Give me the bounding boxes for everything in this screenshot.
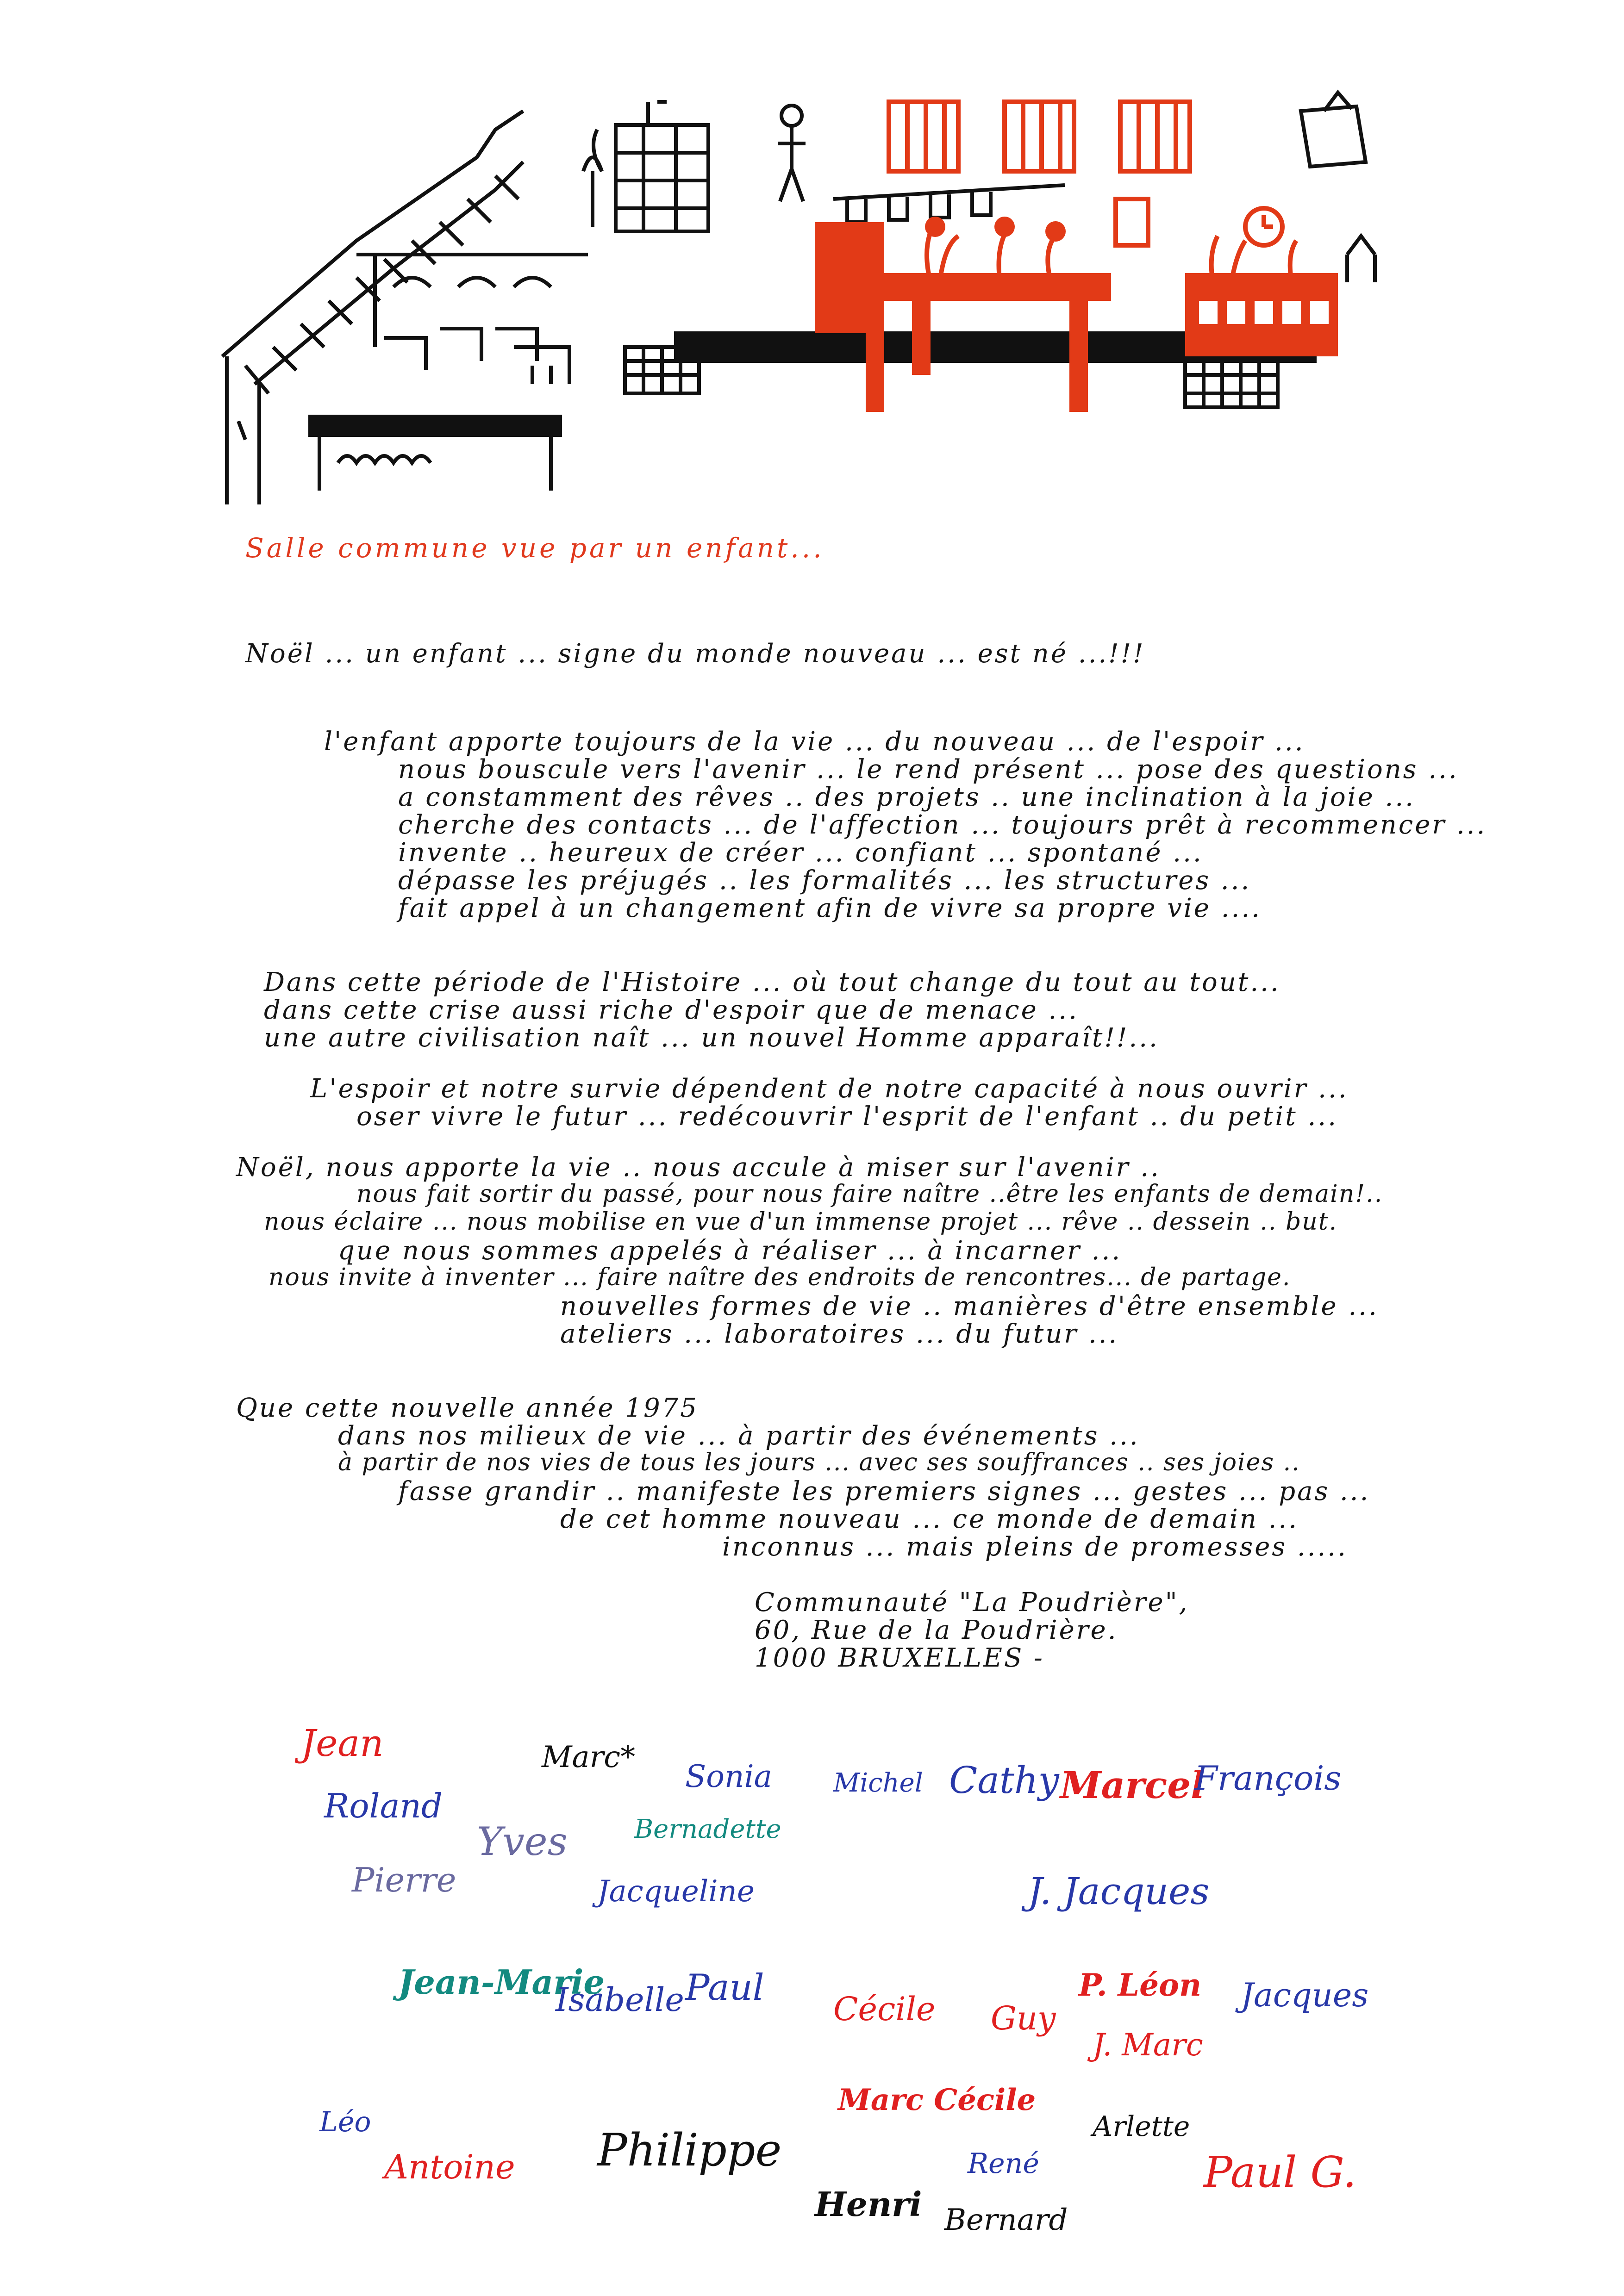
block5-line: inconnus ... mais pleins de promesses ..... xyxy=(722,1532,1348,1562)
block4-line: que nous sommes appelés à réaliser ... à incarner ... xyxy=(338,1236,1122,1266)
signature: Arlette xyxy=(1093,2110,1190,2143)
signature: Bernadette xyxy=(634,1814,781,1844)
signature: Jean xyxy=(301,1722,384,1765)
signature: J. Jacques xyxy=(1028,1870,1210,1913)
block5-line: fasse grandir .. manifeste les premiers signes ... gestes ... pas ... xyxy=(398,1476,1370,1506)
address-line: 1000 BRUXELLES - xyxy=(755,1643,1044,1673)
block1-line: invente .. heureux de créer ... confiant ... spontané ... xyxy=(398,838,1203,868)
block5-line: Que cette nouvelle année 1975 xyxy=(236,1393,699,1423)
child-drawing xyxy=(218,88,1384,504)
signature: Sonia xyxy=(685,1759,772,1794)
block4-line: nous invite à inventer ... faire naître des endroits de rencontres... de partage. xyxy=(269,1263,1291,1291)
block5-line: dans nos milieux de vie ... à partir des événements ... xyxy=(338,1421,1140,1451)
signature: J. Marc xyxy=(1093,2027,1203,2063)
signature: Michel xyxy=(833,1768,923,1798)
block4-line: nous fait sortir du passé, pour nous faire naître ..être les enfants de demain!.. xyxy=(356,1180,1383,1208)
signature: François xyxy=(1194,1759,1342,1798)
signature: Philippe xyxy=(597,2124,782,2176)
address-line: 60, Rue de la Poudrière. xyxy=(755,1615,1118,1645)
signature: Marc* xyxy=(542,1740,636,1774)
block4-line: ateliers ... laboratoires ... du futur ... xyxy=(560,1319,1119,1349)
signature: Isabelle xyxy=(556,1981,684,2019)
block4-line: Noël, nous apporte la vie .. nous accule à miser sur l'avenir .. xyxy=(236,1152,1161,1182)
signature: Cécile xyxy=(833,1990,936,2028)
block4-line: nous éclaire ... nous mobilise en vue d'un immense projet ... rêve .. dessein .. but. xyxy=(264,1208,1338,1236)
block3-line: L'espoir et notre survie dépendent de notre capacité à nous ouvrir ... xyxy=(310,1074,1349,1104)
signature: Jean-Marie xyxy=(398,1962,605,2002)
signature: Antoine xyxy=(384,2147,515,2186)
block2-line: dans cette crise aussi riche d'espoir que de menace ... xyxy=(264,995,1079,1025)
signature: Bernard xyxy=(944,2203,1068,2237)
signature: Pierre xyxy=(352,1860,456,1899)
block5-line: de cet homme nouveau ... ce monde de demain ... xyxy=(560,1504,1299,1534)
signature: Marc Cécile xyxy=(838,2083,1036,2117)
signature: P. Léon xyxy=(1079,1967,1202,2003)
block1-line: cherche des contacts ... de l'affection ... toujours prêt à recommencer ... xyxy=(398,810,1487,840)
signature: Jacques xyxy=(1241,1976,1369,2014)
drawing-caption: Salle commune vue par un enfant... xyxy=(245,532,824,564)
block3-line: oser vivre le futur ... redécouvrir l'esprit de l'enfant .. du petit ... xyxy=(356,1101,1338,1132)
block1-line: a constamment des rêves .. des projets .. une inclination à la joie ... xyxy=(398,782,1415,812)
block2-line: une autre civilisation naît ... un nouvel Homme apparaît!!... xyxy=(264,1023,1159,1053)
signature: Guy xyxy=(991,1999,1056,2037)
block2-line: Dans cette période de l'Histoire ... où tout change du tout au tout... xyxy=(264,967,1280,997)
address-line: Communauté "La Poudrière", xyxy=(755,1587,1189,1618)
signature: Léo xyxy=(319,2106,371,2138)
signature: Roland xyxy=(324,1786,443,1825)
block5-line: à partir de nos vies de tous les jours ... avec ses souffrances .. ses joies .. xyxy=(338,1449,1300,1476)
block4-line: nouvelles formes de vie .. manières d'être ensemble ... xyxy=(560,1291,1379,1321)
block1-line: fait appel à un changement afin de vivre sa propre vie .... xyxy=(398,893,1262,923)
title-line: Noël ... un enfant ... signe du monde nouveau ... est né ...!!! xyxy=(245,639,1145,669)
signature: Yves xyxy=(477,1819,568,1864)
signature: Marcel xyxy=(1060,1763,1205,1807)
signature: Jacqueline xyxy=(597,1874,755,1909)
signature: Cathy xyxy=(949,1759,1059,1802)
signature: Paul xyxy=(685,1967,764,2009)
signature: René xyxy=(968,2147,1039,2180)
block1-line: l'enfant apporte toujours de la vie ... du nouveau ... de l'espoir ... xyxy=(324,727,1305,757)
signature: Henri xyxy=(815,2184,922,2224)
signature: Paul G. xyxy=(1204,2147,1356,2197)
block1-line: dépasse les préjugés .. les formalités ... les structures ... xyxy=(398,865,1251,896)
block1-line: nous bouscule vers l'avenir ... le rend présent ... pose des questions ... xyxy=(398,754,1459,784)
